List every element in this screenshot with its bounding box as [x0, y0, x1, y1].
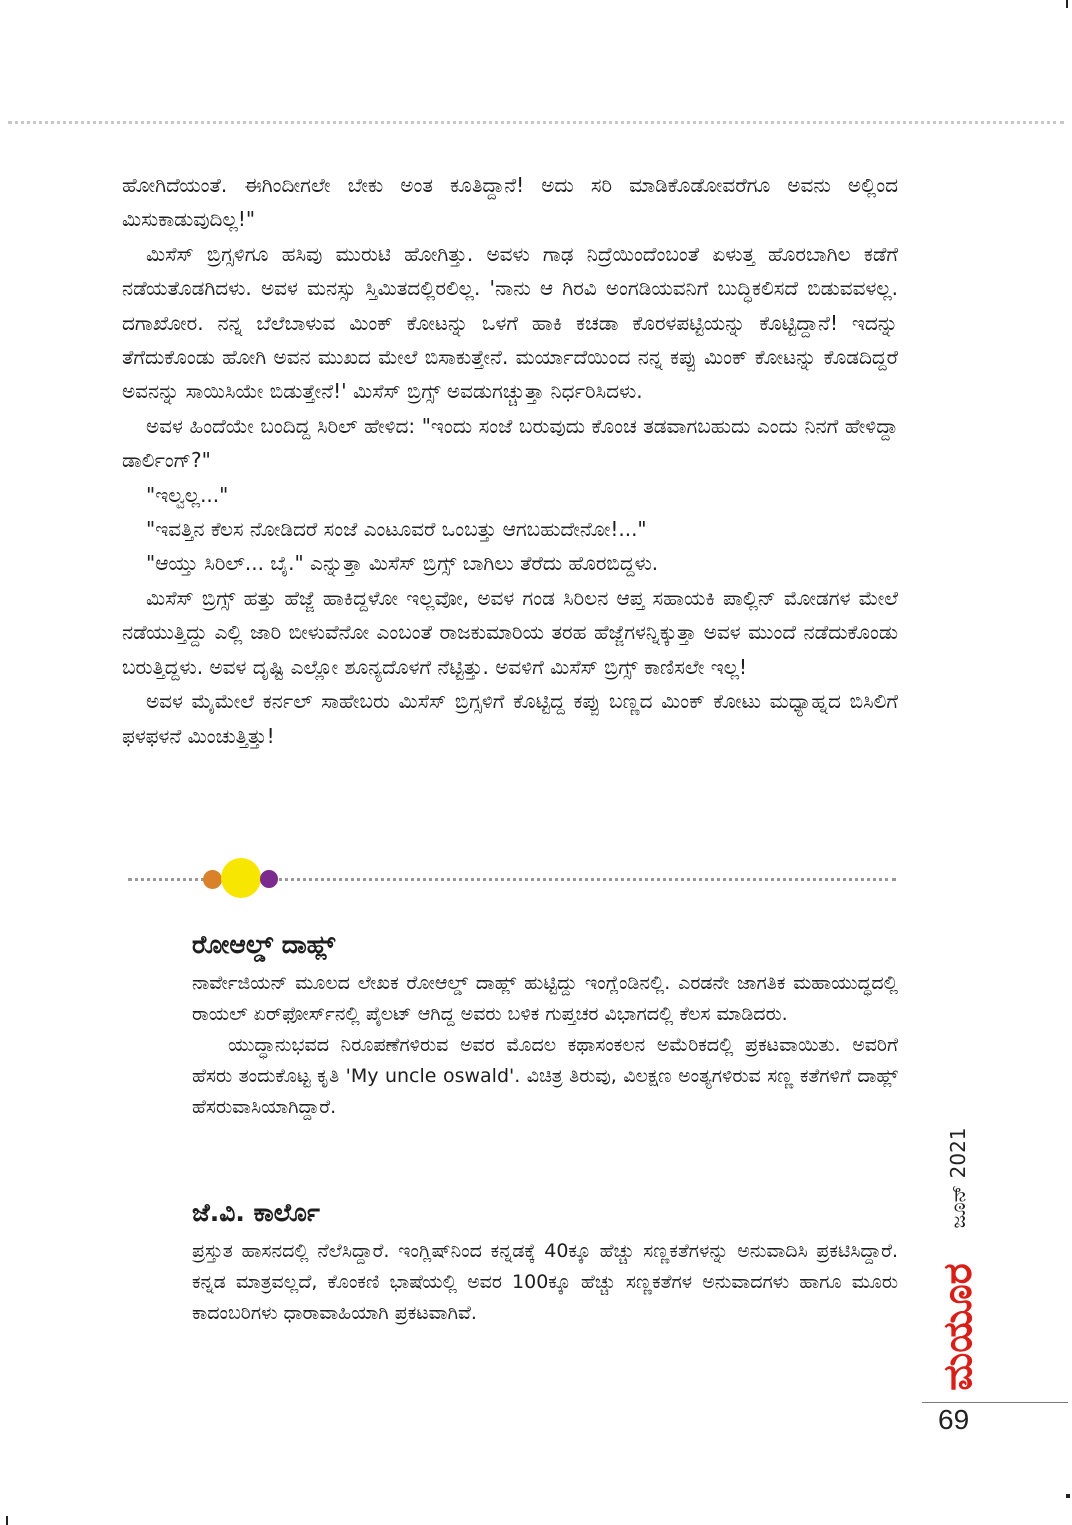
- story-paragraph: "ಇಲ್ವಲ್ಲ...": [146, 482, 229, 507]
- author-name: ರೋಆಲ್ಡ್ ದಾಹ್ಲ್: [192, 930, 336, 959]
- page-number-rule: [922, 1402, 1068, 1403]
- story-paragraph: ಅವಳ ಹಿಂದೆಯೇ ಬಂದಿದ್ದ ಸಿರಿಲ್ ಹೇಳಿದ: "ಇಂದು ಸಂಜೆ ಬರುವುದು ಕೊಂಚ ತಡವಾಗಬಹುದು ಎಂದು ನಿನಗೆ ಹೇಳಿದ್ದಾ ಡಾರ್ಲಿಂಗ್?": [122, 413, 898, 473]
- story-paragraph: "ಆಯ್ತು ಸಿರಿಲ್... ಬೈ." ಎನ್ನುತ್ತಾ ಮಿಸೆಸ್ ಬ್ರಿಗ್ಸ್ ಬಾಗಿಲು ತೆರೆದು ಹೊರಬಿದ್ದಳು.: [146, 551, 659, 576]
- purple-dot-ornament: [260, 870, 278, 888]
- story-text: [122, 168, 898, 753]
- issue-date: ಜೂನ್ 2021: [946, 1127, 970, 1229]
- page-number: 69: [938, 1404, 970, 1435]
- top-dotted-rule: [8, 121, 1064, 124]
- translator-name: ಜೆ.ವಿ. ಕಾರ್ಲೊ: [192, 1198, 320, 1227]
- orange-dot-ornament: [203, 870, 222, 889]
- crop-mark-bottom-right: [1066, 1494, 1070, 1498]
- story-paragraph: ಅವಳ ಮೈಮೇಲೆ ಕರ್ನಲ್ ಸಾಹೇಬರು ಮಿಸೆಸ್ ಬ್ರಿಗ್ಸಳಿಗೆ ಕೊಟ್ಟಿದ್ದ ಕಪ್ಪು ಬಣ್ಣದ ಮಿಂಕ್ ಕೋಟು ಮಧ್ಯಾಹ್ನದ ಬಿಸಿಲಿಗೆ ಫಳಫಳನೆ ಮಿಂಚುತ್ತಿತ್ತು!: [122, 689, 898, 748]
- author-bio-paragraph: ಯುದ್ಧಾನುಭವದ ನಿರೂಪಣೆಗಳಿರುವ ಅವರ ಮೊದಲ ಕಥಾಸಂಕಲನ ಅಮೆರಿಕದಲ್ಲಿ ಪ್ರಕಟವಾಯಿತು. ಅವರಿಗೆ ಹೆಸರು ತಂದುಕೊಟ್ಟ ಕೃತಿ 'My uncle oswald'. ವಿಚಿತ್ರ ತಿರುವು, ವಿಲಕ್ಷಣ ಅಂತ್ಯಗಳಿರುವ ಸಣ್ಣ ಕತೆಗಳಿಗೆ ದಾಹ್ಲ್ ಹೆಸರುವಾಸಿಯಾಗಿದ್ದಾರೆ.: [192, 1034, 898, 1118]
- story-paragraph: ಹೋಗಿದೆಯಂತೆ. ಈಗಿಂದೀಗಲೇ ಬೇಕು ಅಂತ ಕೂತಿದ್ದಾನೆ! ಅದು ಸರಿ ಮಾಡಿಕೊಡೋವರೆಗೂ ಅವನು ಅಲ್ಲಿಂದ ಮಿಸುಕಾಡುವುದಿಲ್ಲ!": [122, 173, 898, 232]
- magazine-name: ಮಯೂರ: [935, 1263, 981, 1391]
- author-bio: [192, 928, 898, 1123]
- crop-mark-bottom-left: [6, 1516, 8, 1525]
- crop-mark-top: [1066, 0, 1068, 8]
- translator-bio-paragraph: ಪ್ರಸ್ತುತ ಹಾಸನದಲ್ಲಿ ನೆಲೆಸಿದ್ದಾರೆ. ಇಂಗ್ಲಿಷ್‌ನಿಂದ ಕನ್ನಡಕ್ಕೆ 40ಕ್ಕೂ ಹೆಚ್ಚು ಸಣ್ಣಕತೆಗಳನ್ನು ಅನುವಾದಿಸಿ ಪ್ರಕಟಿಸಿದ್ದಾರೆ. ಕನ್ನಡ ಮಾತ್ರವಲ್ಲದೆ, ಕೊಂಕಣಿ ಭಾಷೆಯಲ್ಲಿ ಅವರ 100ಕ್ಕೂ ಹೆಚ್ಚು ಸಣ್ಣಕತೆಗಳ ಅನುವಾದಗಳು ಹಾಗೂ ಮೂರು ಕಾದಂಬರಿಗಳು ಧಾರಾವಾಹಿಯಾಗಿ ಪ್ರಕಟವಾಗಿವೆ.: [192, 1240, 898, 1324]
- translator-bio: [192, 1196, 898, 1329]
- story-paragraph: ಮಿಸೆಸ್ ಬ್ರಿಗ್ಸಳಿಗೂ ಹಸಿವು ಮುರುಟಿ ಹೋಗಿತ್ತು. ಅವಳು ಗಾಢ ನಿದ್ರೆಯಿಂದೆಂಬಂತೆ ಏಳುತ್ತ ಹೊರಬಾಗಿಲ ಕಡೆಗೆ ನಡೆಯತೊಡಗಿದಳು. ಅವಳ ಮನಸ್ಸು ಸ್ತಿಮಿತದಲ್ಲಿರಲಿಲ್ಲ. 'ನಾನು ಆ ಗಿರವಿ ಅಂಗಡಿಯವನಿಗೆ ಬುದ್ಧಿಕಲಿಸದೆ ಬಿಡುವವಳಲ್ಲ. ದಗಾಖೋರ. ನನ್ನ ಬೆಲೆಬಾಳುವ ಮಿಂಕ್ ಕೋಟನ್ನು ಒಳಗೆ ಹಾಕಿ ಕಚಡಾ ಕೊರಳಪಟ್ಟಿಯನ್ನು ಕೊಟ್ಟಿದ್ದಾನೆ! ಇದನ್ನು ತೆಗೆದುಕೊಂಡು ಹೋಗಿ ಅವನ ಮುಖದ ಮೇಲೆ ಬಿಸಾಕುತ್ತೇನೆ. ಮರ್ಯಾದೆಯಿಂದ ನನ್ನ ಕಪ್ಪು ಮಿಂಕ್ ಕೋಟನ್ನು ಕೊಡದಿದ್ದರೆ ಅವನನ್ನು ಸಾಯಿಸಿಯೇ ಬಿಡುತ್ತೇನೆ!' ಮಿಸೆಸ್ ಬ್ರಿಗ್ಸ್ ಅವಡುಗಚ್ಚುತ್ತಾ ನಿರ್ಧರಿಸಿದಳು.: [122, 241, 898, 404]
- story-paragraph: "ಇವತ್ತಿನ ಕೆಲಸ ನೋಡಿದರೆ ಸಂಜೆ ಎಂಟೂವರೆ ಒಂಬತ್ತು ಆಗಬಹುದೇನೋ!...": [146, 517, 647, 542]
- story-paragraph: ಮಿಸೆಸ್ ಬ್ರಿಗ್ಸ್ ಹತ್ತು ಹೆಜ್ಜೆ ಹಾಕಿದ್ದಳೋ ಇಲ್ಲವೋ, ಅವಳ ಗಂಡ ಸಿರಿಲನ ಆಪ್ತ ಸಹಾಯಕಿ ಪಾಲ್ಲಿನ್ ಮೋಡಗಳ ಮೇಲೆ ನಡೆಯುತ್ತಿದ್ದು ಎಲ್ಲಿ ಜಾರಿ ಬೀಳುವೆನೋ ಎಂಬಂತೆ ರಾಜಕುಮಾರಿಯ ತರಹ ಹೆಜ್ಜೆಗಳನ್ನಿಕ್ಕುತ್ತಾ ಅವಳ ಮುಂದೆ ನಡೆದುಕೊಂಡು ಬರುತ್ತಿದ್ದಳು. ಅವಳ ದೃಷ್ಟಿ ಎಲ್ಲೋ ಶೂನ್ಯದೊಳಗೆ ನೆಟ್ಟಿತ್ತು. ಅವಳಿಗೆ ಮಿಸೆಸ್ ಬ್ರಿಗ್ಸ್ ಕಾಣಿಸಲೇ ಇಲ್ಲ!: [122, 585, 898, 679]
- author-bio-paragraph: ನಾರ್ವೇಜಿಯನ್ ಮೂಲದ ಲೇಖಕ ರೋಆಲ್ಡ್ ದಾಹ್ಲ್ ಹುಟ್ಟಿದ್ದು ಇಂಗ್ಲೆಂಡಿನಲ್ಲಿ. ಎರಡನೇ ಜಾಗತಿಕ ಮಹಾಯುದ್ಧದಲ್ಲಿ ರಾಯಲ್ ಏರ್‌ಫೋರ್ಸ್‌ನಲ್ಲಿ ಪೈಲಟ್ ಆಗಿದ್ದ ಅವರು ಬಳಿಕ ಗುಪ್ತಚರ ವಿಭಾಗದಲ್ಲಿ ಕೆಲಸ ಮಾಡಿದರು.: [192, 972, 898, 1025]
- yellow-dot-ornament: [221, 858, 261, 898]
